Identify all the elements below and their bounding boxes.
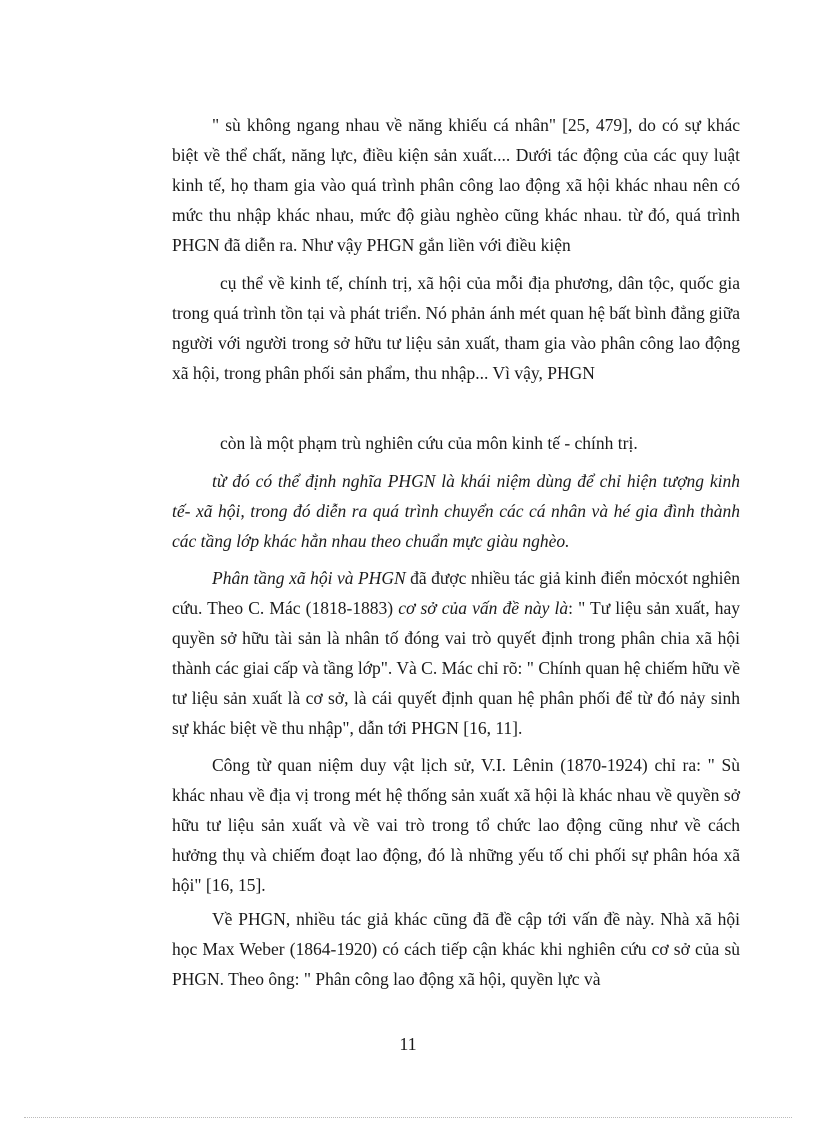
paragraph-5-text-a: đã được nhiều tác giả kinh điển mỏcxót nghiên cứu. Theo C. Mác (1818-1883) <box>172 568 741 618</box>
paragraph-5-italic-lead: Phân tầng xã hội và PHGN <box>212 568 406 588</box>
paragraph-5-italic-mid: cơ sở của vấn đề này là <box>398 598 569 618</box>
paragraph-1 <box>172 110 740 260</box>
page-bottom-divider <box>24 1117 792 1118</box>
paragraph-3 <box>172 428 740 458</box>
paragraph-7 <box>172 904 740 994</box>
paragraph-6 <box>172 750 740 900</box>
paragraph-3-text: còn là một phạm trù nghiên cứu của môn kinh tế - chính trị. <box>220 433 638 453</box>
paragraph-4-text: từ đó có thể định nghĩa PHGN là khái niệm dùng để chỉ hiện tượng kinh tế- xã hội, trong đó diễn ra quá trình chuyển các cá nhân và hé gia đình thành các tầng lớp khác hẳn nhau theo chuẩn mực giàu nghèo. <box>172 471 740 551</box>
paragraph-2 <box>172 268 740 388</box>
paragraph-4 <box>172 466 740 556</box>
paragraph-5 <box>172 563 740 743</box>
page-number: 11 <box>399 1034 417 1054</box>
paragraph-1-text: " sù không ngang nhau về năng khiếu cá nhân" [25, 479], do có sự khác biệt về thể chất, năng lực, điều kiện sản xuất.... Dưới tác động của các quy luật kinh tế, họ tham gia vào quá trình phân công lao động xã hội khác nhau nên có mức thu nhập khác nhau, mức độ giàu nghèo cũng khác nhau. từ đó, quá trình PHGN đã diễn ra. Như vậy PHGN gắn liền với điều kiện <box>172 115 740 255</box>
paragraph-6-text: Công từ quan niệm duy vật lịch sử, V.I. Lênin (1870-1924) chỉ ra: " Sù khác nhau về địa vị trong mét hệ thống sản xuất xã hội là khác nhau về quyền sở hữu tư liệu sản xuất và về vai trò trong tổ chức lao động cũng như về cách hưởng thụ và chiếm đoạt lao động, đó là những yếu tố chi phối sự phân hóa xã hội" [16, 15]. <box>172 755 740 895</box>
paragraph-7-text: Về PHGN, nhiều tác giả khác cũng đã đề cập tới vấn đề này. Nhà xã hội học Max Weber (1864-1920) có cách tiếp cận khác khi nghiên cứu cơ sở của sù PHGN. Theo ông: " Phân công lao động xã hội, quyền lực và <box>172 909 740 989</box>
paragraph-2-text: cụ thể về kinh tế, chính trị, xã hội của mỗi địa phương, dân tộc, quốc gia trong quá trình tồn tại và phát triển. Nó phản ánh mét quan hệ bất bình đẳng giữa người với người trong sở hữu tư liệu sản xuất, tham gia vào phân công lao động xã hội, trong phân phối sản phẩm, thu nhập... Vì vậy, PHGN <box>172 273 740 383</box>
paragraph-5-text-b: : " Tư liệu sản xuất, hay quyền sở hữu tài sản là nhân tố đóng vai trò quyết định trong phân chia xã hội thành các giai cấp và tầng lớp". Và C. Mác chỉ rõ: " Chính quan hệ chiếm hữu về tư liệu sản xuất là cơ sở, là cái quyết định quan hệ phân phối để từ đó nảy sinh sự khác biệt về thu nhập", dẫn tới PHGN [16, 11]. <box>172 598 740 738</box>
